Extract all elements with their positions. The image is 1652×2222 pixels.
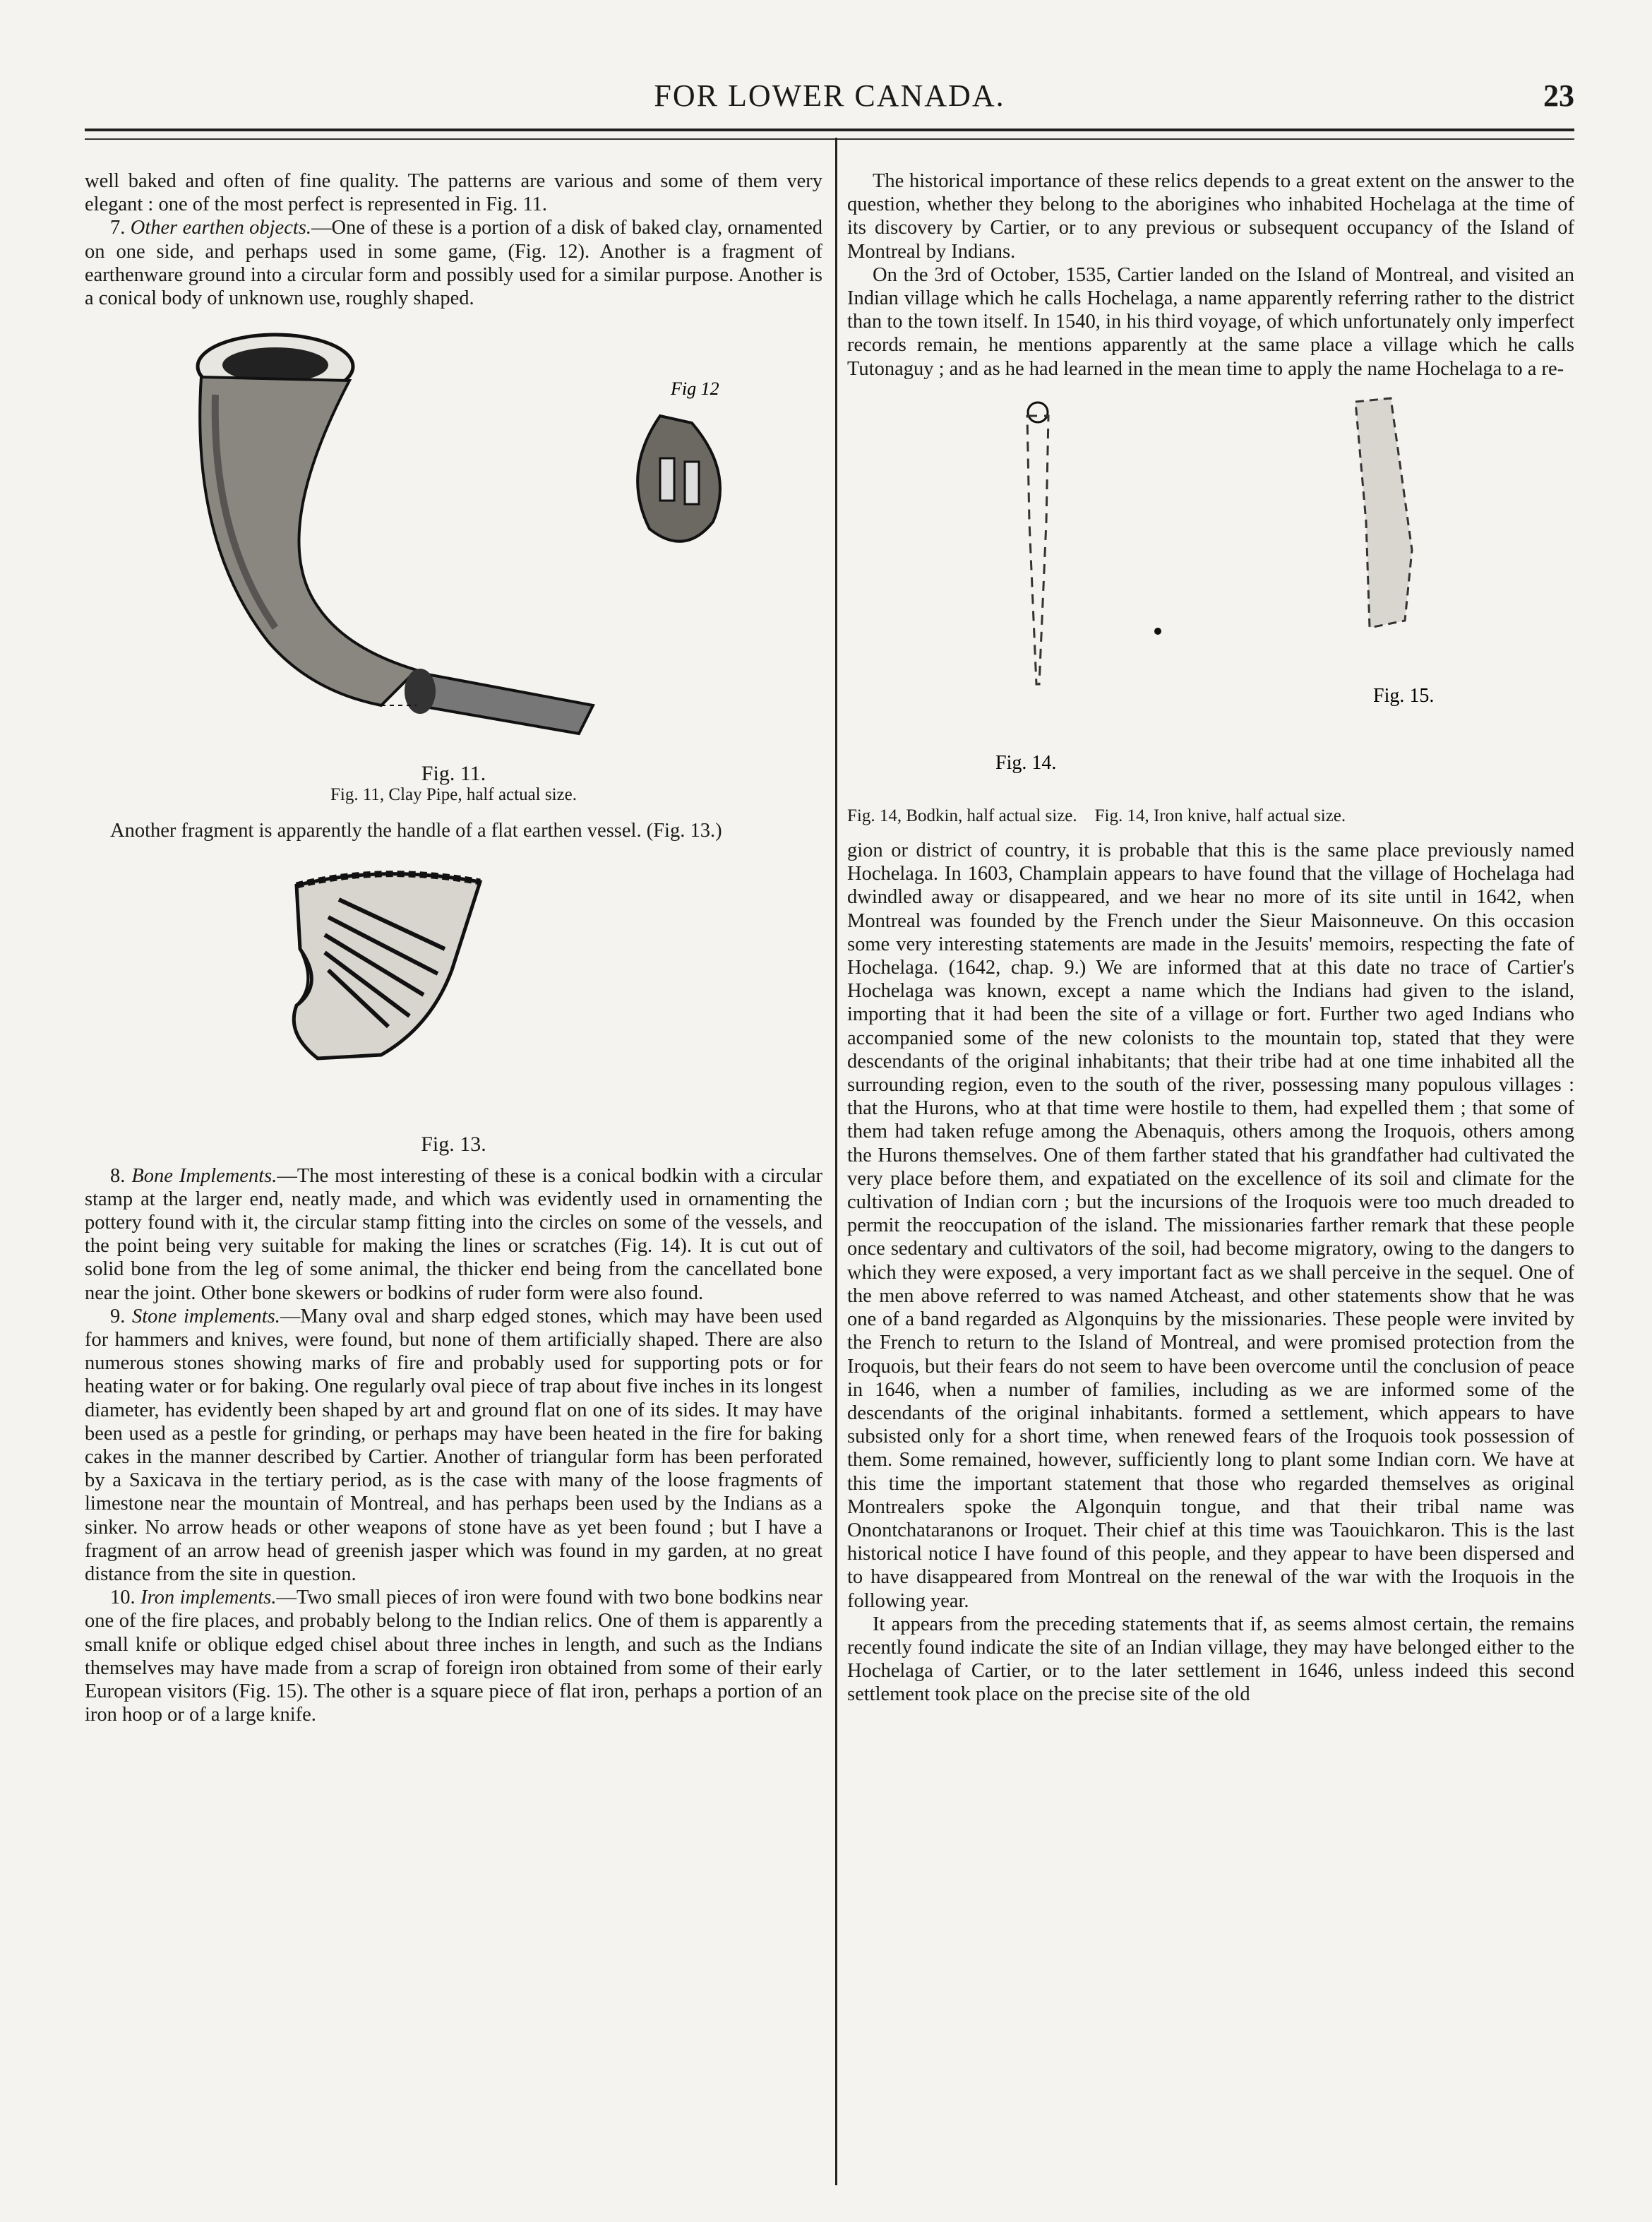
paragraph-stone-implements xyxy=(85,1305,822,1586)
paragraph: It appears from the preceding statements that if, as seems almost certain, the remains recently found indicate the site of an Indian village, they may have belonged either to the Hochelaga of Cartier, or to the later settlement in 1646, unless indeed this second settlement took place on the precise site of the old xyxy=(847,1613,1574,1706)
fig-11-caption: Fig. 11, Clay Pipe, half actual size. xyxy=(330,785,577,805)
paragraph-body: —The most interesting of these is a conical bodkin with a circular stamp at the larger end, neatly made, and which was evidently used in ornamenting the pottery found with it, the circular stamp fitting into the circles on some of the vessels, and the point being very suitable for making the lines or scratches (Fig. 14). It is cut out of solid bone from the leg of some animal, the thicker end being from the cancellated bone near the joint. Other bone skewers or bodkins of ruder form were also found. xyxy=(85,1164,822,1304)
paragraph: Another fragment is apparently the handle of a flat earthen vessel. (Fig. 13.) xyxy=(110,820,722,842)
figure-13 xyxy=(85,843,822,1164)
paragraph: On the 3rd of October, 1535, Cartier landed on the Island of Montreal, and visited an Indian village which he calls Hochelaga, a name apparently referring rather to the district than to the town itself. In 1540, in his third voyage, of which unfortunately only imperfect records remain, he mentions apparently at the same place a village which he calls Tutonaguy ; and as he had learned in the mean time to apply the name Hochelaga to a re- xyxy=(847,263,1574,380)
figure-11-12 xyxy=(85,310,822,790)
paragraph: gion or district of country, it is probable that this is the same place previously named Hochelaga. In 1603, Champlain appears to have found that the village of Hochelaga had dwindled away or disappeared, and we hear no more of its site until in 1642, when Montreal was founded by the French under the Sieur Maisonneuve. On this occasion some very interesting statements are made in the Jesuits' memoirs, respecting the fate of Hochelaga. (1642, chap. 9.) We are informed that at this date no trace of Cartier's Hochelaga was known, except a name which the Indians had given to the island, importing that it had been the site of a village or fort. Further two aged Indians who accompanied some of the new colonists to the mountain top, stated that they were descendants of the original inhabitants; that their tribe had at one time inhabited all the surrounding region, even to the south of the river, possessing many populous villages : that the Hurons, who at that time were hostile to them, had expelled them ; that some of them had taken refuge among the Abenaquis, others among the Iroquois, others among the Hurons themselves. One of them farther stated that his grandfather had cultivated the very place before them, and expatiated on the excellence of its soil and climate for the cultivation of Indian corn ; but the incursions of the Iroquois were too much dreaded to permit the reoccupation of the island. The missionaries farther remark that these people once sedentary and cultivators of the soil, had become migratory, owing to the dangers to which they were exposed, a very important fact as we shall perceive in the sequel. One of the men above referred to was named Atcheast, and other statements show that he was one of a band regarded as Algonquins by the missionaries. These people were invited by the French to return to the Island of Montreal, and were promised protection from the Iroquois, but their fears do not seem to have been overcome until the conclusion of peace in 1646, when a number of families, including as we are informed some of the descendants of the original inhabitants. formed a settlement, which appears to have subsisted only for a short time, when renewed fears of the Iroquois took possession of them. Some remained, however, sufficiently long to plant some Indian corn. We have at this time the important statement that those who regarded themselves as original Montrealers spoke the Algonquin tongue, and that their tribal name was Onontchataranons or Iroquet. Their chief at this time was Taouichkaron. This is the last historical notice I have found of this people, and they appear to have been dispersed and to have disappeared from Montreal on the renewal of the war with the Iroquois in the following year. xyxy=(847,840,1574,1612)
paragraph-other-earthen-objects xyxy=(85,216,822,310)
bodkin-knife-illustration xyxy=(847,381,1574,804)
page-number: 23 xyxy=(1543,78,1574,113)
fig-15-label: Fig. 15. xyxy=(1373,684,1435,707)
fig-14-label: Fig. 14. xyxy=(995,751,1057,774)
fig-13-label: Fig. 13. xyxy=(421,1132,486,1156)
paragraph-body: —One of these is a portion of a disk of baked clay, ornamented on one side, and perhaps used in some game, (Fig. 12). Another is a fragment of earthenware ground into a circular form and possibly used for a similar purpose. Another is a conical body of unknown use, roughly shaped. xyxy=(85,217,822,310)
fig-11-label: Fig. 11. xyxy=(421,762,486,786)
left-column xyxy=(85,169,822,1727)
page-header xyxy=(85,78,1574,120)
paragraph-iron-implements xyxy=(85,1586,822,1726)
section-number: 7. xyxy=(110,217,126,239)
paragraph-body: —Many oval and sharp edged stones, which may have been used for hammers and knives, were found, but none of them artificially shaped. There are also numerous stones showing marks of fire and probably used for supporting pots or for heating water or for baking. One regularly oval piece of trap about five inches in its longest diameter, has evidently been shaped by art and ground flat on one of its sides. It may have been used as a pestle for grinding, or perhaps may have been heated in the fire for baking cakes in the manner described by Cartier. Another of triangular form has been perforated by a Saxicava in the tertiary period, as is the case with many of the loose fragments of limestone near the mountain of Montreal, and has perhaps been used by the Indians as a sinker. No arrow heads or other weapons of stone have as yet been found ; but I have a fragment of an arrow head of greenish jasper which was found in my garden, at no great distance from the site in question. xyxy=(85,1305,822,1586)
paragraph-bone-implements xyxy=(85,1164,822,1305)
fig-12-label: Fig 12 xyxy=(671,378,719,400)
section-heading: Iron implements. xyxy=(140,1587,277,1609)
section-heading: Stone implements. xyxy=(132,1305,280,1327)
section-number: 10. xyxy=(110,1587,136,1609)
paragraph: well baked and often of fine quality. The patterns are various and some of them very elegant : one of the most perfect is represented in Fig. 11. xyxy=(85,170,822,216)
column-divider xyxy=(835,138,837,2185)
figure-14-15 xyxy=(847,381,1574,804)
header-rule xyxy=(85,129,1574,140)
paragraph: The historical importance of these relics depends to a great extent on the answer to the question, whether they belong to the aborigines who inhabited Hochelaga at the time of its discovery by Cartier, or to any previous or subsequent occupancy of the Island of Montreal by Indians. xyxy=(847,170,1574,263)
section-heading: Other earthen objects. xyxy=(130,217,311,239)
right-column xyxy=(847,169,1574,1707)
vessel-handle-illustration xyxy=(85,843,822,1133)
section-number: 8. xyxy=(110,1164,126,1187)
fig-14-15-caption: Fig. 14, Bodkin, half actual size. Fig. 14, Iron knive, half actual size. xyxy=(847,806,1346,825)
section-number: 9. xyxy=(110,1305,126,1327)
running-title: FOR LOWER CANADA. xyxy=(654,78,1005,113)
section-heading: Bone Implements. xyxy=(131,1164,277,1187)
paragraph-body: —Two small pieces of iron were found with two bone bodkins near one of the fire places, and probably belong to the Indian relics. One of them is apparently a small knife or oblique edged chisel about three inches in length, and such as the Indians themselves may have made from a scrap of foreign iron obtained from some of their early European visitors (Fig. 15). The other is a square piece of flat iron, perhaps a portion of an iron hoop or of a large knife. xyxy=(85,1587,822,1726)
clay-pipe-illustration xyxy=(85,310,822,762)
